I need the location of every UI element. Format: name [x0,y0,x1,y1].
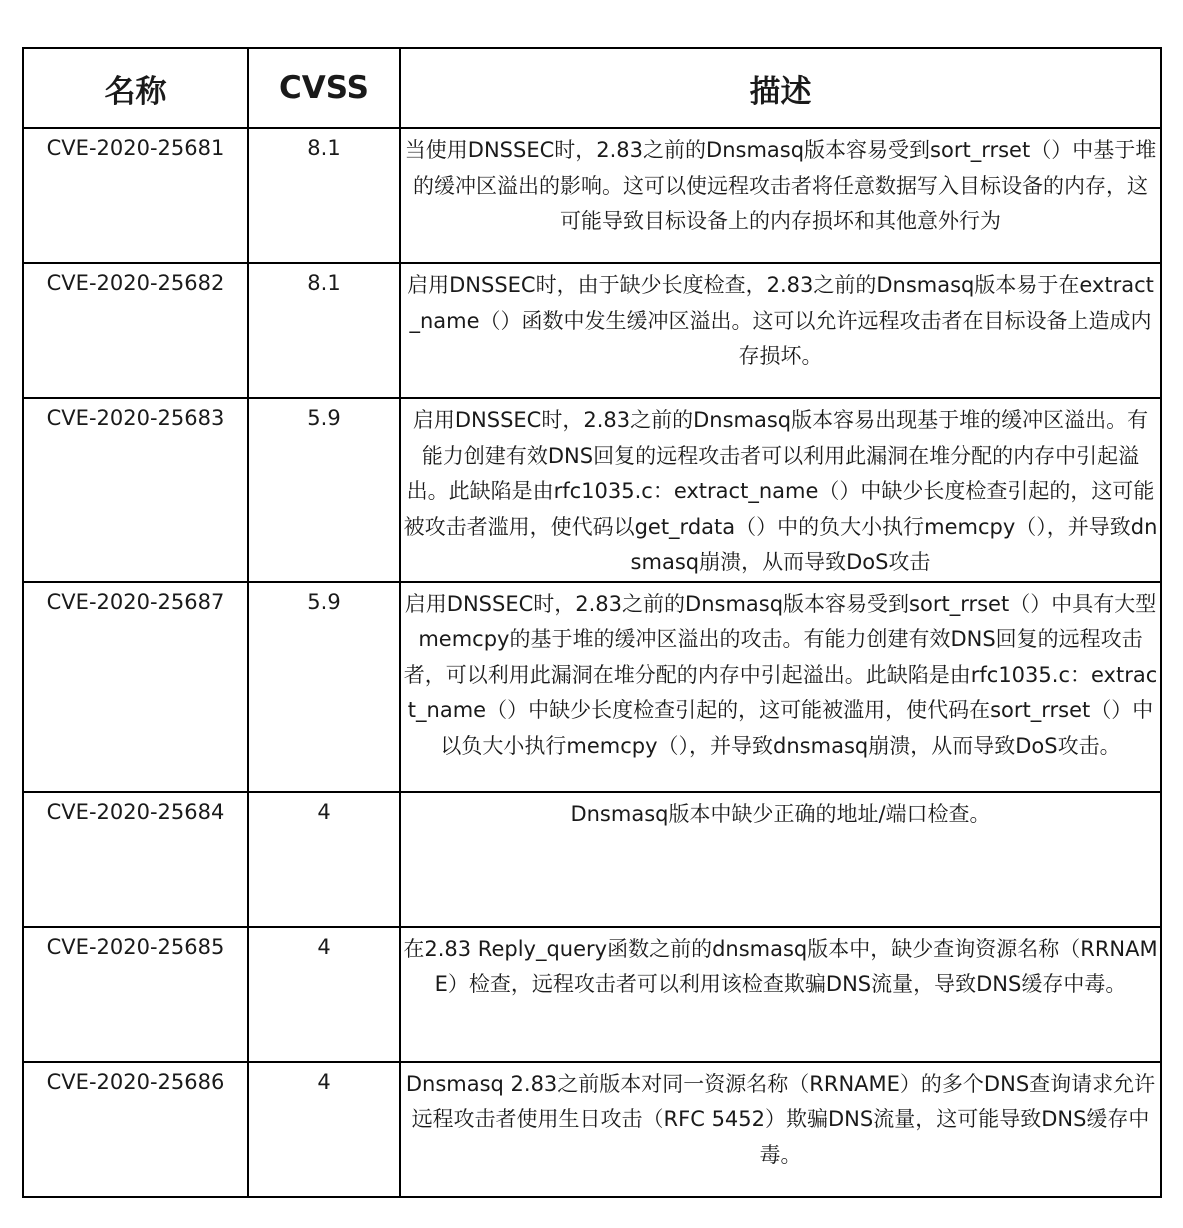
header-row [23,48,1161,128]
table-row [23,1062,1161,1197]
cve-id-cell: CVE-2020-25687 [23,582,248,792]
table-row [23,128,1161,263]
cve-id-cell: CVE-2020-25682 [23,263,248,398]
cve-id-cell: CVE-2020-25684 [23,792,248,927]
description-cell: 启用DNSSEC时，由于缺少长度检查，2.83之前的Dnsmasq版本易于在extract_name（）函数中发生缓冲区溢出。这可以允许远程攻击者在目标设备上造成内存损坏。 [400,263,1161,398]
cve-id-cell: CVE-2020-25686 [23,1062,248,1197]
header-name: 名称 [23,48,248,128]
description-cell: 启用DNSSEC时，2.83之前的Dnsmasq版本容易出现基于堆的缓冲区溢出。有能力创建有效DNS回复的远程攻击者可以利用此漏洞在堆分配的内存中引起溢出。此缺陷是由rfc1035.c：extract_name（）中缺少长度检查引起的，这可能被攻击者滥用，使代码以get_rdata（）中的负大小执行memcpy（），并导致dnsmasq崩溃，从而导致DoS攻击 [400,398,1161,582]
cve-table [22,47,1162,1198]
cvss-score-cell: 5.9 [248,582,400,792]
cve-id-cell: CVE-2020-25683 [23,398,248,582]
cve-id-cell: CVE-2020-25685 [23,927,248,1062]
header-description: 描述 [400,48,1161,128]
table-row [23,398,1161,582]
table-row [23,792,1161,927]
cvss-score-cell: 4 [248,792,400,927]
header-cvss: CVSS [248,48,400,128]
table-row [23,582,1161,792]
cvss-score-cell: 8.1 [248,263,400,398]
table-header [23,48,1161,128]
cve-id-cell: CVE-2020-25681 [23,128,248,263]
cvss-score-cell: 4 [248,927,400,1062]
description-cell: Dnsmasq版本中缺少正确的地址/端口检查。 [400,792,1161,927]
table-body [23,128,1161,1197]
description-cell: Dnsmasq 2.83之前版本对同一资源名称（RRNAME）的多个DNS查询请求允许远程攻击者使用生日攻击（RFC 5452）欺骗DNS流量，这可能导致DNS缓存中毒。 [400,1062,1161,1197]
description-cell: 在2.83 Reply_query函数之前的dnsmasq版本中，缺少查询资源名称（RRNAME）检查，远程攻击者可以利用该检查欺骗DNS流量，导致DNS缓存中毒。 [400,927,1161,1062]
description-cell: 启用DNSSEC时，2.83之前的Dnsmasq版本容易受到sort_rrset（）中具有大型memcpy的基于堆的缓冲区溢出的攻击。有能力创建有效DNS回复的远程攻击者，可以利用此漏洞在堆分配的内存中引起溢出。此缺陷是由rfc1035.c：extract_name（）中缺少长度检查引起的，这可能被滥用，使代码在sort_rrset（）中以负大小执行memcpy（），并导致dnsmasq崩溃，从而导致DoS攻击。 [400,582,1161,792]
table-row [23,263,1161,398]
description-cell: 当使用DNSSEC时，2.83之前的Dnsmasq版本容易受到sort_rrset（）中基于堆的缓冲区溢出的影响。这可以使远程攻击者将任意数据写入目标设备的内存，这可能导致目标设备上的内存损坏和其他意外行为 [400,128,1161,263]
table-row [23,927,1161,1062]
cvss-score-cell: 4 [248,1062,400,1197]
cvss-score-cell: 8.1 [248,128,400,263]
cvss-score-cell: 5.9 [248,398,400,582]
